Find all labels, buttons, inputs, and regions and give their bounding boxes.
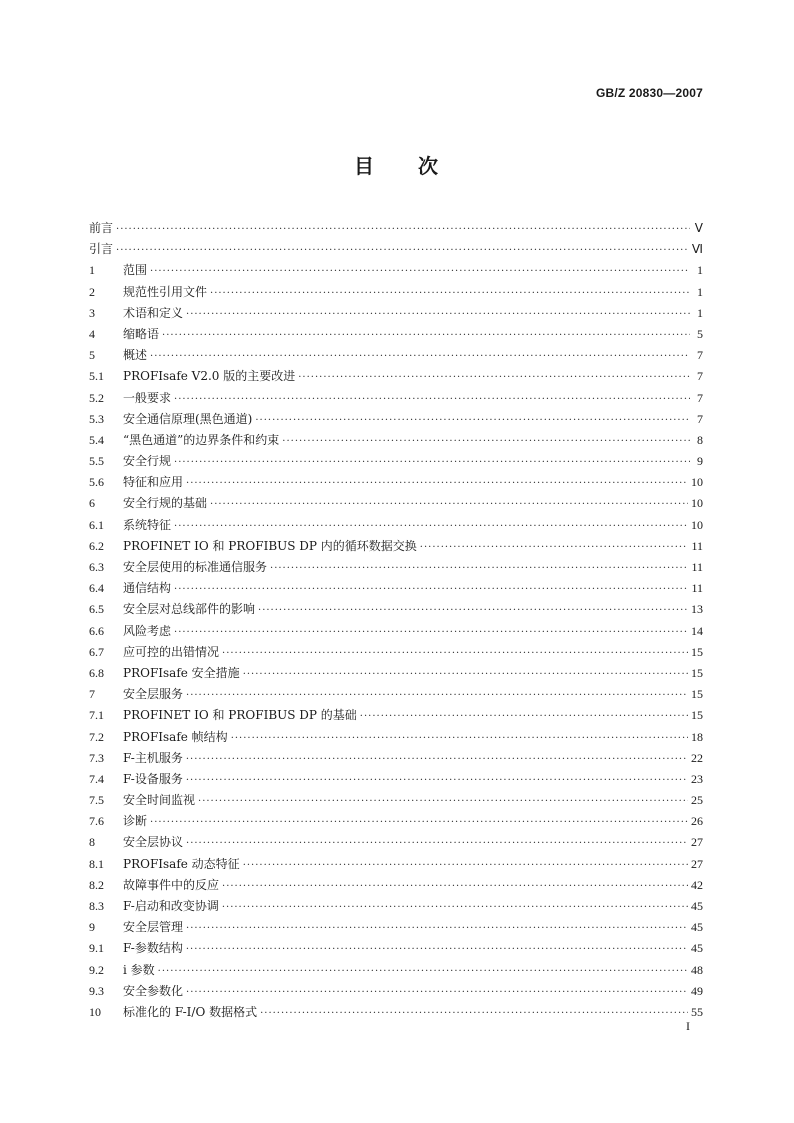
toc-entry-page: 27 [691, 835, 703, 850]
toc-entry-title: 安全层服务 [123, 687, 184, 702]
toc-leader-dots [258, 599, 688, 621]
toc-entry[interactable] [89, 366, 703, 387]
toc-leader-dots [360, 705, 688, 727]
toc-entry-page: 7 [697, 369, 703, 384]
toc-entry-page: 45 [691, 941, 703, 956]
toc-entry-page: 11 [691, 581, 703, 596]
toc-entry[interactable] [89, 578, 703, 599]
toc-entry-page: 10 [691, 517, 703, 532]
toc-entry[interactable] [89, 705, 703, 726]
toc-entry-number: 7.4 [89, 771, 104, 786]
toc-leader-dots [186, 981, 688, 1003]
toc-leader-dots [158, 960, 688, 982]
toc-entry-title: 安全时间监视 [123, 793, 196, 808]
toc-entry-title: PROFIsafe 动态特征 [123, 856, 240, 871]
toc-leader-dots [222, 875, 688, 897]
toc-entry-page: 15 [691, 644, 703, 659]
toc-leader-dots [420, 536, 689, 558]
toc-entry-number: 6.3 [89, 560, 104, 574]
toc-leader-dots [174, 578, 688, 600]
toc-leader-dots [198, 790, 688, 812]
toc-leader-dots [116, 239, 689, 261]
toc-leader-dots [186, 769, 688, 791]
toc-entry-page: 7 [697, 390, 703, 405]
toc-entry-title: 诊断 [123, 814, 148, 829]
toc-entry[interactable] [89, 515, 703, 536]
toc-entry[interactable] [89, 938, 703, 959]
toc-entry-title: 安全层使用的标准通信服务 [123, 560, 268, 574]
toc-entry-title: PROFINET IO 和 PROFIBUS DP 的基础 [123, 708, 357, 723]
toc-entry-number: 6.8 [89, 665, 104, 680]
toc-entry-number: 6.1 [89, 517, 104, 532]
toc-entry[interactable] [89, 599, 703, 620]
toc-entry-title: 安全参数化 [123, 983, 184, 998]
toc-entry-number: 2 [89, 284, 95, 299]
toc-entry-page: 13 [691, 602, 703, 617]
toc-entry[interactable] [89, 748, 703, 769]
toc-entry-page: 45 [691, 920, 703, 935]
toc-entry[interactable] [89, 493, 703, 514]
toc-entry-page: 42 [691, 877, 703, 892]
toc-entry-page: 14 [691, 623, 703, 638]
toc-entry-number: 5.2 [89, 390, 104, 405]
toc-entry-page: Ⅵ [691, 242, 703, 257]
toc-entry-title: 概述 [123, 348, 148, 363]
title-char-1: 目 [354, 154, 376, 178]
toc-entry-number: 3 [89, 305, 95, 320]
toc-leader-dots [150, 345, 690, 367]
toc-entry-title: PROFIsafe 帧结构 [123, 729, 228, 744]
toc-entry-page: 15 [691, 665, 703, 680]
toc-leader-dots [210, 282, 690, 304]
toc-leader-dots [150, 811, 688, 833]
toc-entry-number: 8 [89, 835, 95, 850]
toc-entry-number: 6.2 [89, 538, 104, 553]
toc-entry-page: 7 [697, 348, 703, 363]
toc-leader-dots [174, 515, 688, 537]
toc-entry-number: 6.7 [89, 644, 104, 659]
toc-entry-title: PROFIsafe 安全措施 [123, 665, 240, 680]
toc-entry-number: 10 [89, 1004, 101, 1019]
toc-entry-number: 5.4 [89, 432, 104, 447]
toc-entry-number: 6 [89, 496, 95, 511]
page-title [0, 150, 794, 179]
toc-entry[interactable] [89, 642, 703, 663]
toc-leader-dots [260, 1002, 688, 1024]
toc-entry-page: 55 [691, 1004, 703, 1019]
toc-leader-dots [210, 493, 688, 515]
toc-entry-title: 安全层协议 [123, 835, 184, 850]
toc-entry-number: 8.2 [89, 877, 104, 892]
toc-entry[interactable] [89, 557, 703, 578]
toc-leader-dots [243, 663, 688, 685]
toc-entry-title: F-主机服务 [123, 750, 183, 765]
toc-entry-number: 5.1 [89, 369, 104, 384]
toc-entry-title: PROFIsafe V2.0 版的主要改进 [123, 369, 296, 384]
toc-leader-dots [186, 832, 688, 854]
toc-entry-page: 27 [691, 856, 703, 871]
toc-entry-page: 49 [691, 983, 703, 998]
toc-entry[interactable] [89, 260, 703, 281]
toc-entry-page: 48 [691, 962, 703, 977]
toc-entry-page: Ⅴ [694, 221, 703, 235]
toc-entry[interactable] [89, 409, 703, 430]
toc-entry-number: 8.3 [89, 899, 104, 913]
toc-entry-title: F-参数结构 [123, 941, 183, 956]
toc-entry-number: 5.5 [89, 454, 104, 469]
toc-entry-title: 安全通信原理(黑色通道) [123, 411, 253, 426]
toc-entry-title: 风险考虑 [123, 623, 172, 638]
toc-leader-dots [186, 472, 688, 494]
toc-entry-number: 5.6 [89, 475, 104, 490]
toc-entry-page: 10 [691, 475, 703, 490]
toc-entry-number: 5 [89, 348, 95, 363]
toc-entry-title: 系统特征 [123, 517, 172, 532]
toc-entry-title: 通信结构 [123, 581, 172, 596]
toc-entry-number: 7.2 [89, 729, 104, 744]
toc-entry-number: 6.6 [89, 623, 104, 638]
toc-entry-page: 18 [691, 729, 703, 744]
toc-leader-dots [174, 388, 690, 410]
toc-entry-page: 11 [691, 560, 703, 574]
toc-leader-dots [186, 938, 688, 960]
toc-entry-page: 45 [691, 899, 703, 913]
toc-leader-dots [243, 854, 688, 876]
toc-entry-title: “黑色通道”的边界条件和约束 [123, 432, 280, 447]
toc-entry[interactable] [89, 451, 703, 472]
toc-leader-dots [270, 557, 688, 579]
toc-entry[interactable] [89, 282, 703, 303]
toc-leader-dots [162, 324, 690, 346]
toc-leader-dots [222, 896, 688, 918]
toc-entry-page: 1 [697, 305, 703, 320]
toc-leader-dots [222, 642, 688, 664]
toc-entry-title: 特征和应用 [123, 475, 184, 490]
toc-entry-page: 10 [691, 496, 703, 511]
toc-entry-title: 术语和定义 [123, 305, 184, 320]
toc-entry-page: 5 [697, 326, 703, 341]
toc-entry-page: 1 [697, 263, 703, 278]
toc-entry[interactable] [89, 769, 703, 790]
toc-entry[interactable] [89, 621, 703, 642]
toc-entry[interactable] [89, 832, 703, 853]
toc-entry-number: 7.6 [89, 814, 104, 829]
toc-leader-dots [231, 727, 688, 749]
toc-entry-number: 9.3 [89, 983, 104, 998]
toc-entry[interactable] [89, 790, 703, 811]
toc-entry[interactable] [89, 684, 703, 705]
toc-entry-number: 1 [89, 263, 95, 278]
toc-entry-number: 9.1 [89, 941, 104, 956]
toc-entry[interactable] [89, 388, 703, 409]
toc-entry-number: 6.4 [89, 581, 104, 596]
toc-entry-number: 7 [89, 687, 95, 702]
page-folio: I [686, 1019, 690, 1033]
toc-leader-dots [174, 451, 690, 473]
toc-entry-page: 26 [691, 814, 703, 829]
toc-entry[interactable] [89, 324, 703, 345]
toc-entry[interactable] [89, 960, 703, 981]
toc-entry-title: 范围 [123, 263, 148, 278]
toc-entry[interactable] [89, 896, 703, 917]
toc-entry-title: PROFINET IO 和 PROFIBUS DP 内的循环数据交换 [123, 538, 417, 553]
toc-entry-number: 4 [89, 326, 95, 341]
toc-entry[interactable] [89, 239, 703, 260]
toc-entry-page: 9 [697, 454, 703, 469]
toc-entry-number: 7.3 [89, 750, 104, 765]
toc-entry-title: 标准化的 F-I/O 数据格式 [123, 1004, 258, 1019]
toc-entry-page: 11 [691, 538, 703, 553]
toc-entry[interactable] [89, 218, 703, 239]
toc-entry-page: 15 [691, 708, 703, 723]
toc-entry[interactable] [89, 472, 703, 493]
toc-leader-dots [255, 409, 690, 431]
toc-entry[interactable] [89, 854, 703, 875]
toc-leader-dots [186, 684, 688, 706]
toc-entry-page: 25 [691, 793, 703, 808]
toc-entry[interactable] [89, 727, 703, 748]
toc-leader-dots [282, 430, 690, 452]
toc-entry-number: 9.2 [89, 962, 104, 977]
toc-entry[interactable] [89, 430, 703, 451]
toc-entry[interactable] [89, 981, 703, 1002]
toc-leader-dots [186, 748, 688, 770]
toc-leader-dots [186, 303, 690, 325]
toc-entry[interactable] [89, 345, 703, 366]
toc-entry[interactable] [89, 663, 703, 684]
toc-entry-page: 8 [697, 432, 703, 447]
toc-entry-title: 安全行规的基础 [123, 496, 208, 511]
toc-entry-page: 23 [691, 771, 703, 786]
toc-entry-page: 7 [697, 411, 703, 426]
toc-entry[interactable] [89, 303, 703, 324]
toc-entry-title: 故障事件中的反应 [123, 877, 220, 892]
toc-entry-title: 安全层对总线部件的影响 [123, 602, 256, 617]
toc-leader-dots [298, 366, 690, 388]
toc-entry[interactable] [89, 875, 703, 896]
toc-entry-title: 应可控的出错情况 [123, 644, 220, 659]
toc-entry-title: 规范性引用文件 [123, 284, 208, 299]
table-of-contents [89, 218, 703, 1023]
toc-entry[interactable] [89, 536, 703, 557]
standard-code: GB/Z 20830—2007 [595, 86, 703, 100]
toc-entry-title: F-设备服务 [123, 771, 183, 786]
toc-entry-page: 22 [691, 750, 703, 765]
toc-entry-page: 15 [691, 687, 703, 702]
toc-entry-number: 8.1 [89, 856, 104, 871]
toc-entry-title: F-启动和改变协调 [123, 899, 219, 913]
toc-entry-title: 安全层管理 [123, 920, 184, 935]
toc-entry-title: i 参数 [123, 962, 155, 977]
title-char-2: 次 [418, 154, 440, 178]
toc-leader-dots [174, 621, 688, 643]
toc-entry-number: 7.5 [89, 793, 104, 808]
toc-entry-title: 一般要求 [123, 390, 172, 405]
toc-leader-dots [150, 260, 690, 282]
toc-entry-number: 6.5 [89, 602, 104, 617]
toc-entry-title: 前言 [89, 221, 114, 235]
toc-entry-title: 引言 [89, 242, 114, 257]
toc-entry-number: 9 [89, 920, 95, 935]
toc-entry[interactable] [89, 811, 703, 832]
toc-entry-title: 缩略语 [123, 326, 160, 341]
toc-entry-number: 7.1 [89, 708, 104, 723]
toc-entry-title: 安全行规 [123, 454, 172, 469]
toc-entry[interactable] [89, 1002, 703, 1023]
toc-leader-dots [116, 218, 690, 240]
toc-entry-number: 5.3 [89, 411, 104, 426]
toc-entry-page: 1 [697, 284, 703, 299]
toc-leader-dots [186, 917, 688, 939]
toc-entry[interactable] [89, 917, 703, 938]
